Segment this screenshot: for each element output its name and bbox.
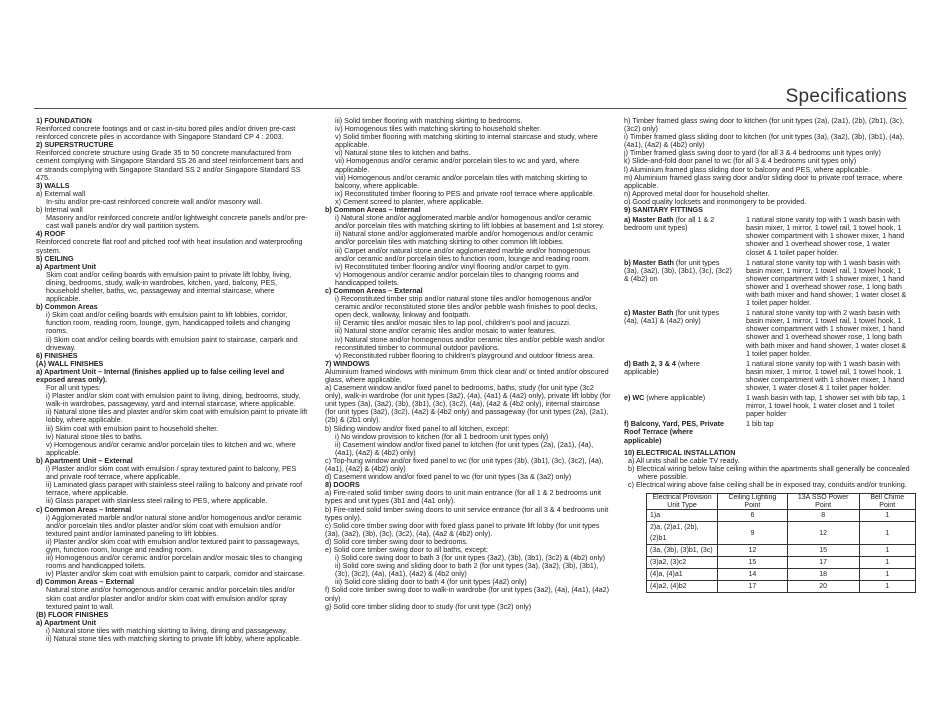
spec-line: g) Solid core timber sliding door to study (for unit type (3c2) only) <box>325 601 532 611</box>
spec-line: viii) Homogenous and/or ceramic and/or porcelain tiles with matching skirting to balcony, where applicable. <box>335 172 588 190</box>
table-cell: 1 <box>859 510 915 522</box>
spec-line: 4) ROOF <box>36 229 66 239</box>
table-cell: 20 <box>787 581 859 593</box>
table-cell: 14 <box>718 569 788 581</box>
spec-line: m) Aluminium framed glass swing door and/or sliding door to private roof terrace, where applicable. <box>624 172 903 190</box>
spec-line: b) Apartment Unit – External <box>36 455 133 465</box>
sanitary-item-name <box>624 394 732 418</box>
spec-line: c) Top-hung window and/or fixed panel to wc (for unit types (3b), (3b1), (3c), (3c2), (4a), (4a1), (4a2) & (4b2) only) <box>325 455 604 474</box>
sanitary-item <box>624 216 910 256</box>
spec-line: k) Slide-and-fold door panel to wc (for all 3 & 4 bedrooms unit types only) <box>624 156 857 166</box>
sanitary-item-description: 1 natural stone vanity top with 2 wash basin with basin mixer, 1 mirror, 1 towel rail, 1 towel hook, 1 shower compartment with 1 shower mixer, 1 hand shower and 1 overhead shower rose, 1 long bath with bath mixer and hand shower, 1 water closet & 1 toilet paper holder. <box>746 308 907 358</box>
spec-line: f) Solid core timber swing door to walk-in wardrobe (for unit types (3a2), (4a), (4a1), (4a2) only) <box>325 585 610 603</box>
table-row <box>647 545 916 557</box>
table-cell: 15 <box>718 557 788 569</box>
electrical-note: b) Electrical wiring below false ceiling within the apartments shall generally be concealed where possible. <box>628 463 910 481</box>
spec-line: iii) Solid timber flooring with matching skirting to bedrooms. <box>335 116 523 125</box>
spec-line: 5) CEILING <box>36 253 74 263</box>
spec-line: l) Aluminium framed glass sliding door to balcony and PES, where applicable. <box>624 164 871 174</box>
spec-line: ii) Skim coat and/or ceiling boards with emulsion paint to staircase, carpark and driveway. <box>46 334 298 352</box>
sanitary-heading: 9) SANITARY FITTINGS <box>624 205 703 215</box>
table-row <box>647 581 916 593</box>
spec-line: v) Reconstituted rubber flooring to children's playground and outdoor fitness area. <box>335 350 595 360</box>
spec-line: 7) WINDOWS <box>325 358 370 368</box>
spec-line: o) Good quality locksets and ironmongery to be provided. <box>624 196 807 206</box>
spec-column-2 <box>325 117 611 611</box>
table-header-cell: 13A SSO Power Point <box>787 494 859 510</box>
spec-line: iii) Carpet and/or natural stone and/or agglomerated marble and/or homogenous and/or ceramic and/or porcelain tiles to function room, lounge and reading room. <box>335 245 591 263</box>
spec-line: 6) FINISHES <box>36 350 78 360</box>
sanitary-item-title: e) WC <box>624 393 645 403</box>
spec-line: vii) Homogenous and/or ceramic and/or porcelain tiles to wc and yard, where applicable. <box>335 156 580 174</box>
spec-line: c) Common Areas – Internal <box>36 504 132 514</box>
sanitary-item-name <box>624 420 732 444</box>
sanitary-item-description: 1 bib tap <box>746 419 774 429</box>
spec-line: iii) Skim coat with emulsion paint to household shelter. <box>46 423 219 433</box>
table-cell: 9 <box>718 522 788 545</box>
spec-line: ii) Natural stone tiles and plaster and/or skim coat with emulsion paint to private lift lobby, where applicable. <box>46 407 308 425</box>
sanitary-item-title: d) Bath 2, 3 & 4 <box>624 358 676 368</box>
spec-line: iv) Homogenous tiles with matching skirting to household shelter. <box>335 124 542 134</box>
spec-line: v) Solid timber flooring with matching skirting to internal staircase and study, where applicable. <box>335 132 598 150</box>
sanitary-item-title: a) Master Bath <box>624 215 674 225</box>
spec-line: i) No window provision to kitchen (for all 1 bedroom unit types only) <box>335 431 549 441</box>
electrical-note: a) All units shall be cable TV ready. <box>628 455 740 465</box>
sanitary-item-note: (where applicable) <box>644 393 706 403</box>
table-cell: 6 <box>718 510 788 522</box>
sanitary-item-note: (for unit types (4a), (4a1) & (4a2) only) <box>624 308 720 326</box>
sanitary-item-note: (where applicable) <box>624 358 700 376</box>
table-cell: 12 <box>718 545 788 557</box>
spec-line: iii) Glass parapet with stainless steel railing to PES, where applicable. <box>46 496 268 506</box>
electrical-provision-table <box>646 493 916 593</box>
spec-line: x) Cement screed to planter, where applicable. <box>335 196 484 206</box>
table-cell: 1)a <box>647 510 718 522</box>
spec-line: c) Solid core timber swing door with fixed glass panel to private lift lobby (for unit types (3a), (3a2), (3b), (3c), (3c2), (4a), (4a2 & (4b2) only). <box>325 520 600 538</box>
spec-line: i) Reconstituted timber strip and/or natural stone tiles and/or homogenous and/or ceramic and/or reconstituted stone tiles and/or pebble wash finishes to pool decks, open deck, walkway, linkway and footpath. <box>335 294 598 320</box>
table-cell: 1 <box>859 545 915 557</box>
spec-line: ii) Natural stone tiles with matching skirting to private lift lobby, where applicable. <box>46 634 302 643</box>
spec-line: ii) Natural stone and/or agglomerated marble and/or homogenous and/or ceramic and/or porcelain tiles with matching skirting to other common lift lobbies. <box>335 229 594 247</box>
spec-line: b) Sliding window and/or fixed panel to all kitchen, except: <box>325 423 510 433</box>
spec-line: d) Common Areas – External <box>36 577 134 587</box>
table-cell: 1 <box>859 581 915 593</box>
spec-line: 1) FOUNDATION <box>36 116 92 125</box>
page-title: Specifications <box>785 86 907 107</box>
sanitary-item-title: b) Master Bath <box>624 257 674 267</box>
sanitary-item <box>624 394 910 418</box>
spec-line: ii) Casement window and/or fixed panel to kitchen (for unit types (2a), (2a1), (4a), (4a1), (4a2) & (4b2) only) <box>335 439 594 457</box>
sanitary-item-name <box>624 259 732 308</box>
spec-line: e) Solid core timber swing door to all baths, except: <box>325 544 488 554</box>
sanitary-item-description: 1 natural stone vanity top with 1 wash basin with basin mixer, 1 mirror, 1 towel rail, 1 towel hook, 1 shower compartment with 1 shower mixer, 1 hand shower and 1 overhead shower rose, 1 water closet & 1 toilet paper holder. <box>746 215 905 257</box>
spec-line: i) Agglomerated marble and/or natural stone and/or homogenous and/or ceramic and/or porcelain tiles and/or plaster and/or skim coat with emulsion and/or textured paint and/or laminated paneling to lift lobbies. <box>46 512 302 538</box>
table-row <box>647 557 916 569</box>
table-cell: 1 <box>859 569 915 581</box>
spec-line: ii) Solid core swing and sliding door to bath 2 (for unit types (3a), (3a2), (3b), (3b1), (3c), (3c2), (4a), (4a1), (4a2) & (4b2 only) <box>335 561 599 579</box>
spec-line: 3) WALLS <box>36 180 70 190</box>
sanitary-item-name <box>624 216 732 256</box>
sanitary-item <box>624 259 910 308</box>
spec-line: ix) Reconstituted timber flooring to PES and private roof terrace where applicable. <box>335 188 595 198</box>
spec-line: Aluminium framed windows with minimum 6mm thick clear and/ or tinted and/or obscured glass, where applicable. <box>325 366 609 384</box>
spec-line: b) Common Areas – Internal <box>325 205 421 215</box>
table-cell: (4)a, (4)a1 <box>647 569 718 581</box>
spec-line: v) Homogenous and/or ceramic and/or porcelain tiles to changing rooms and handicapped toilets. <box>335 269 579 287</box>
electrical-heading: 10) ELECTRICAL INSTALLATION <box>624 447 736 457</box>
spec-line: iv) Natural stone tiles to baths. <box>46 431 143 441</box>
spec-line: iii) Homogenous and/or ceramic and/or porcelain and/or mosaic tiles to changing rooms and handicapped toilets. <box>46 553 303 571</box>
sanitary-item-name <box>624 360 732 392</box>
spec-line: n) Approved metal door for household shelter. <box>624 188 770 198</box>
spec-column-3 <box>624 117 910 593</box>
spec-line: a) Fire-rated solid timber swing doors to unit main entrance (for all 1 & 2 bedrooms unit types and unit types (3b1 and (4a1 only). <box>325 488 602 506</box>
table-cell: 1 <box>859 557 915 569</box>
table-header-cell: Ceiling Lighting Point <box>718 494 788 510</box>
sanitary-item-description: 1 natural stone vanity top with 1 wash basin with basin mixer, 1 mirror, 1 towel rail, 1 towel hook, 1 shower compartment with 1 shower mixer, 1 hand shower and 1 overhead shower rose, 1 long bath with bath mixer and hand shower, 1 water closet & 1 toilet paper holder. <box>746 257 907 308</box>
spec-line: i) Natural stone and/or agglomerated marble and/or homogenous and/or ceramic and/or porcelain tiles with matching skirting to lift lobbies at basement and 1st storey. <box>335 213 605 231</box>
table-cell: 15 <box>787 545 859 557</box>
spec-line: h) Timber framed glass swing door to kitchen (for unit types (2a), (2a1), (2b), (2b1), (3c), (3c2) only) <box>624 116 905 134</box>
table-cell: (3)a2, (3)c2 <box>647 557 718 569</box>
spec-line: i) Plaster and/or skim coat with emulsion / spray textured paint to balcony, PES and private roof terrace, where applicable. <box>46 464 297 482</box>
spec-line: ii) Ceramic tiles and/or mosaic tiles to lap pool, children's pool and jacuzzi. <box>335 318 571 328</box>
spec-line: v) Homogenous and/or ceramic and/or porcelain tiles to kitchen and wc, where applicable. <box>46 439 296 457</box>
spec-line: b) Internal wall <box>36 205 83 215</box>
spec-line: i) Plaster and/or skim coat with emulsion paint to living, dining, bedrooms, study, walk-in wardrobes, passageway, yard and internal staircase, where applicable. <box>46 391 301 409</box>
spec-line: a) Apartment Unit <box>36 617 97 627</box>
spec-line: a) External wall <box>36 188 86 198</box>
table-cell: 17 <box>787 557 859 569</box>
spec-line: a) Apartment Unit – Internal (finishes applied up to false ceiling level and exposed areas only). <box>36 366 285 384</box>
spec-line: 8) DOORS <box>325 480 360 490</box>
table-cell: 18 <box>787 569 859 581</box>
spec-line: iv) Plaster and/or skim coat with emulsion paint to carpark, corridor and staircase. <box>46 569 305 579</box>
sanitary-list <box>624 216 910 445</box>
table-row <box>647 569 916 581</box>
spec-line: iii) Solid core sliding door to bath 4 (for unit types (4a2) only) <box>335 577 527 587</box>
sanitary-item-title: f) Balcony, Yard, PES, Private Roof Terrace (where applicable) <box>624 419 724 445</box>
table-cell: (4)a2, (4)b2 <box>647 581 718 593</box>
spec-column-1 <box>36 117 308 643</box>
electrical-notes <box>624 457 910 489</box>
sanitary-item-name <box>624 309 732 358</box>
spec-line: iv) Reconstituted timber flooring and/or vinyl flooring and/or carpet to gym. <box>335 261 571 271</box>
spec-line: b) Fire-rated solid timber swing doors to unit service entrance (for all 3 & 4 bedrooms unit types only). <box>325 504 609 522</box>
spec-line: a) Apartment Unit <box>36 261 97 271</box>
spec-line: j) Timber framed glass swing door to yard (for all 3 & 4 bedrooms unit types only) <box>624 148 881 158</box>
spec-line: Reinforced concrete footings and or cast in-situ bored piles and/or driven pre-cast reinforced concrete piles in accordance with Singapore Standard CP 4 : 2003. <box>36 124 296 142</box>
table-cell: 8 <box>787 510 859 522</box>
spec-line: c) Common Areas – External <box>325 285 423 295</box>
spec-line: ii) Laminated glass parapet with stainless steel railing to balcony and private roof terrace, where applicable. <box>46 480 303 498</box>
spec-line: Natural stone and/or homogenous and/or ceramic and/or porcelain tiles and/or skim coat and/or plaster and/or and/or skim coat with emulsion and/or spray textured paint to wall. <box>46 585 295 611</box>
table-cell: 17 <box>718 581 788 593</box>
spec-line: i) Timber framed glass sliding door to kitchen (for unit types (3a), (3a2), (3b), (3b1), (4a), (4a1), (4a2) & (4b2) only) <box>624 132 905 150</box>
spec-line: i) Skim coat and/or ceiling boards with emulsion paint to lift lobbies, corridor, function room, reading room, lounge, gym, handicapped toilets and changing rooms. <box>46 310 291 336</box>
spec-line: b) Common Areas <box>36 302 98 312</box>
sanitary-item-title: c) Master Bath <box>624 308 674 318</box>
sanitary-item-note: (for all 1 & 2 bedroom unit types) <box>624 215 715 233</box>
sanitary-item-note: (for unit types (3a), (3a2), (3b), (3b1), (3c), (3c2) & (4b2) on <box>624 257 732 283</box>
spec-line: vi) Natural stone tiles to kitchen and baths. <box>335 148 471 158</box>
spec-line: ii) Plaster and/or skim coat with emulsion and/or textured paint to passageways, gym, function room, lounge and reading room. <box>46 536 300 554</box>
spec-line: d) Solid core timber swing door to bedrooms. <box>325 536 469 546</box>
spec-line: For all unit types: <box>46 383 101 393</box>
sanitary-item <box>624 360 910 392</box>
table-header-cell: Electrical Provision Unit Type <box>647 494 718 510</box>
sanitary-item-description: 1 wash basin with tap, 1 shower set with bib tap, 1 mirror, 1 towel hook, 1 water closet and 1 toilet paper holder <box>746 393 906 419</box>
table-header-cell: Bell Chime Point <box>859 494 915 510</box>
spec-line: iv) Natural stone and/or homogenous and/or ceramic tiles and/or pebble wash and/or reconstituted timber to communal outdoor pavilions. <box>335 334 605 352</box>
spec-line: 2) SUPERSTRUCTURE <box>36 140 114 150</box>
spec-line: iii) Natural stone and/or ceramic tiles and/or mosaic to water features. <box>335 326 556 336</box>
spec-line: (B) FLOOR FINISHES <box>36 609 109 619</box>
spec-line: d) Casement window and/or fixed panel to wc (for unit types (3a & (3a2) only) <box>325 472 572 482</box>
table-cell: 2)a, (2)a1, (2b), (2)b1 <box>647 522 718 545</box>
sanitary-item <box>624 309 910 358</box>
table-cell: 12 <box>787 522 859 545</box>
spec-line: Skim coat and/or ceiling boards with emulsion paint to private lift lobby, living, dining, bedrooms, study, walk-in wardrobes, kitchen, yard, balcony, PES, household shelter, baths, wc, passageway and internal staircase, where applicable. <box>46 269 292 304</box>
spec-line: (A) WALL FINISHES <box>36 358 104 368</box>
spec-line: i) Solid core swing door to bath 3 (for unit types (3a2), (3b), (3b1), (3c2) & (4b2) only) <box>335 553 606 563</box>
table-cell: (3a, (3b), (3)b1, (3c) <box>647 545 718 557</box>
sanitary-item <box>624 420 910 444</box>
spec-line: Reinforced concrete structure using Grade 35 to 50 concrete manufactured from cement complying with Singapore Standard SS 26 and steel reinforcement bars and or strands complying with Singapore Standard SS 2 and/or Singapore Standard SS 475. <box>36 148 304 182</box>
spec-line: In-situ and/or pre-cast reinforced concrete wall and/or masonry wall. <box>46 196 263 206</box>
header-divider <box>34 108 907 109</box>
spec-line: i) Natural stone tiles with matching skirting to living, dining and passageway. <box>46 625 288 635</box>
spec-line: Reinforced concrete flat roof and pitched roof with heat insulation and waterproofing system. <box>36 237 303 255</box>
sanitary-item-description: 1 natural stone vanity top with 1 wash basin with basin mixer, 1 mirror, 1 towel rail, 1 towel hook, 1 shower compartment with 1 shower mixer, 1 hand shower, 1 water closet & 1 toilet paper holder. <box>746 358 905 392</box>
table-row <box>647 522 916 545</box>
spec-line: Masonry and/or reinforced concrete and/or lightweight concrete panels and/or pre-cast wall panels and/or dry wall partition system. <box>46 213 308 231</box>
table-cell: 1 <box>859 522 915 545</box>
electrical-note: c) Electrical wiring above false ceiling shall be in exposed tray, conduits and/or trunking. <box>628 480 907 490</box>
spec-line: a) Casement window and/or fixed panel to bedrooms, baths, study (for unit type (3c2 only), walk-in wardrobe (for unit types (3a2), (4a), (4a1) & (4a2) only), private lift lobby (for unit types (3a), (3a2), (3b), (3b1), (3c), (3c2), (4a), (4a2 & (4b2 only), internal staircase (for unit types (3a2), (3c2), (4a2) & (4b2 only) and passageway (for unit types (2a), (2a1), (2b) & (2b1 only). <box>325 383 611 425</box>
table-row <box>647 510 916 522</box>
